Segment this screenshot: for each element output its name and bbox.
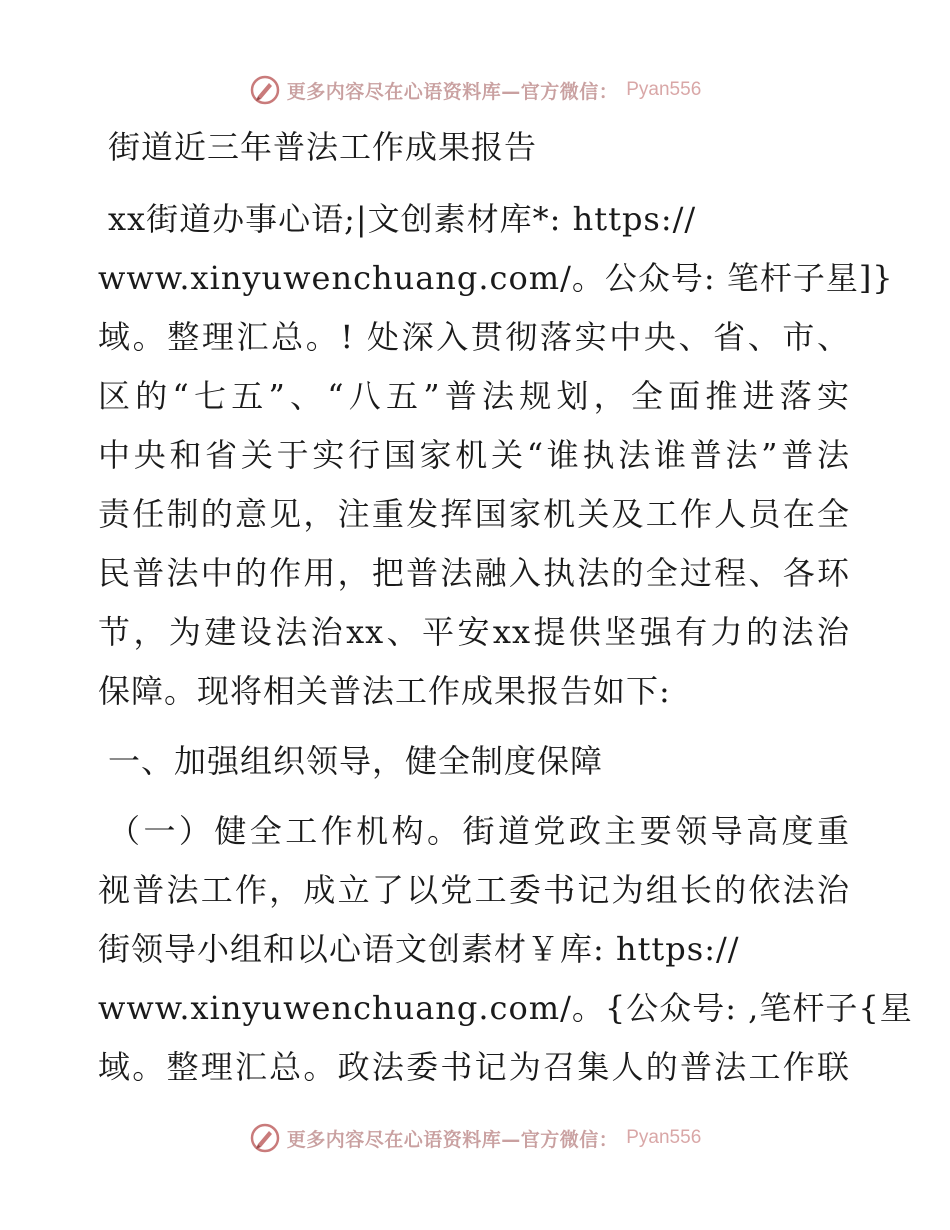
pen-logo-icon	[249, 74, 281, 106]
watermark-account: Pyan556	[626, 1127, 702, 1148]
section-heading: 一、加强组织领导，健全制度保障	[108, 742, 604, 780]
text-line: 保障。现将相关普法工作成果报告如下:	[98, 672, 671, 710]
text-line: 中央和省关于实行国家机关“谁执法谁普法”普法	[98, 436, 850, 474]
watermark-slogan: 更多内容尽在心语资料库—官方微信：	[286, 1128, 619, 1151]
text-line: www.xinyuwenchuang.com/。公众号: 笔杆子星]}	[98, 259, 894, 297]
paragraph-intro	[98, 190, 894, 721]
document-body	[98, 118, 913, 1097]
text-line: 责任制的意见，注重发挥国家机关及工作人员在全	[98, 495, 850, 533]
text-line: 域。整理汇总。! 处深入贯彻落实中央、省、市、	[98, 318, 850, 356]
document-title: 街道近三年普法工作成果报告	[108, 128, 538, 166]
text-line: （一）健全工作机构。街道党政主要领导高度重	[108, 812, 850, 850]
paragraph-organization	[98, 802, 913, 1097]
header-watermark	[0, 70, 950, 110]
text-line: 域。整理汇总。政法委书记为召集人的普法工作联	[98, 1048, 850, 1086]
text-line: 街领导小组和以心语文创素材￥库: https://	[98, 930, 740, 968]
pen-logo-icon	[249, 1122, 281, 1154]
text-line: 民普法中的作用，把普法融入执法的全过程、各环	[98, 554, 850, 592]
text-line: 视普法工作，成立了以党工委书记为组长的依法治	[98, 871, 850, 909]
text-line: 区的“七五”、“八五”普法规划，全面推进落实	[98, 377, 850, 415]
watermark-account: Pyan556	[626, 79, 702, 100]
text-line: 节，为建设法治xx、平安xx提供坚强有力的法治	[98, 613, 850, 651]
text-line: xx街道办事心语;|文创素材库*: https://	[108, 200, 697, 238]
watermark-slogan: 更多内容尽在心语资料库—官方微信：	[286, 80, 619, 103]
text-line: www.xinyuwenchuang.com/。{公众号: ,笔杆子{星	[98, 989, 913, 1027]
footer-watermark	[0, 1118, 950, 1158]
